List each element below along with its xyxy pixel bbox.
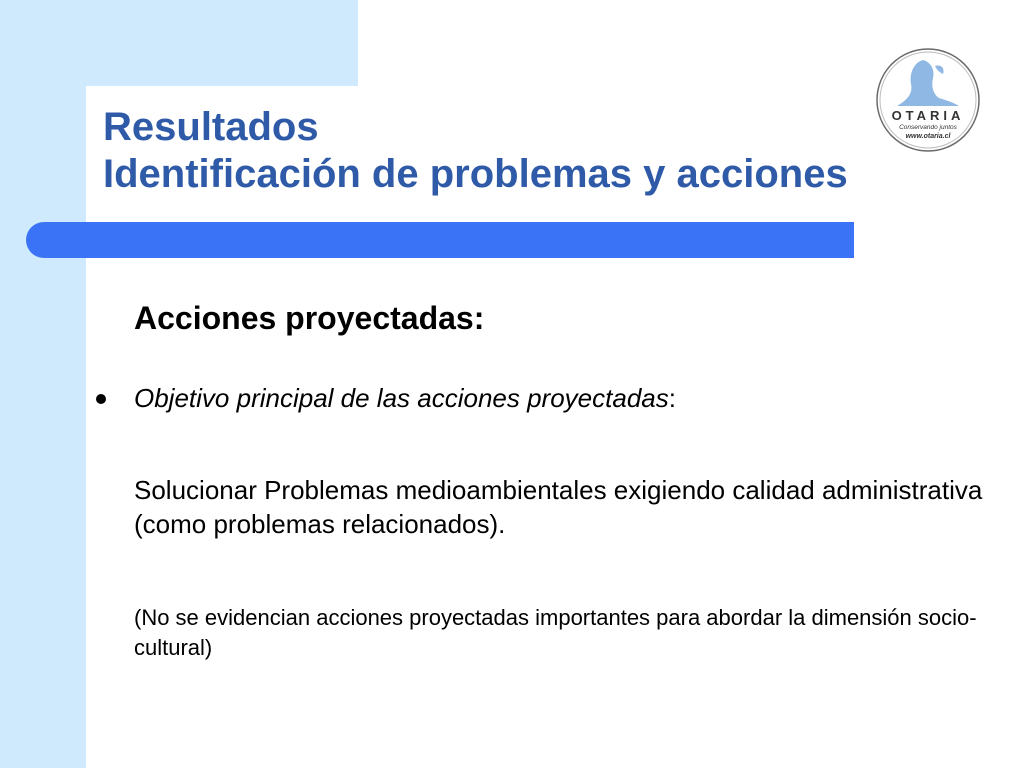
bullet-text-suffix: : xyxy=(668,383,676,413)
background-strip-top xyxy=(0,0,358,86)
slide-title xyxy=(103,104,848,198)
title-line-1: Resultados xyxy=(103,105,319,149)
logo-url: www.otaria.cl xyxy=(905,133,951,140)
logo-tagline: Conservando juntos xyxy=(899,124,957,131)
bullet-text-italic: Objetivo principal de las acciones proyectadas xyxy=(134,383,669,413)
bullet-dot-icon xyxy=(96,394,106,404)
section-heading: Acciones proyectadas: xyxy=(134,300,485,336)
paragraph-2: (No se evidencian acciones proyectadas importantes para abordar la dimensión socio-cultural) xyxy=(134,605,977,660)
paragraph-1: Solucionar Problemas medioambientales exigiendo calidad administrativa (como problemas relacionados). xyxy=(134,475,983,539)
background-strip-left xyxy=(0,0,86,768)
title-accent-bar xyxy=(26,222,854,258)
bullet-text xyxy=(134,383,676,414)
title-line-2: Identificación de problemas y acciones xyxy=(103,152,848,196)
otaria-logo xyxy=(873,46,983,154)
logo-name: OTARIA xyxy=(891,108,965,123)
